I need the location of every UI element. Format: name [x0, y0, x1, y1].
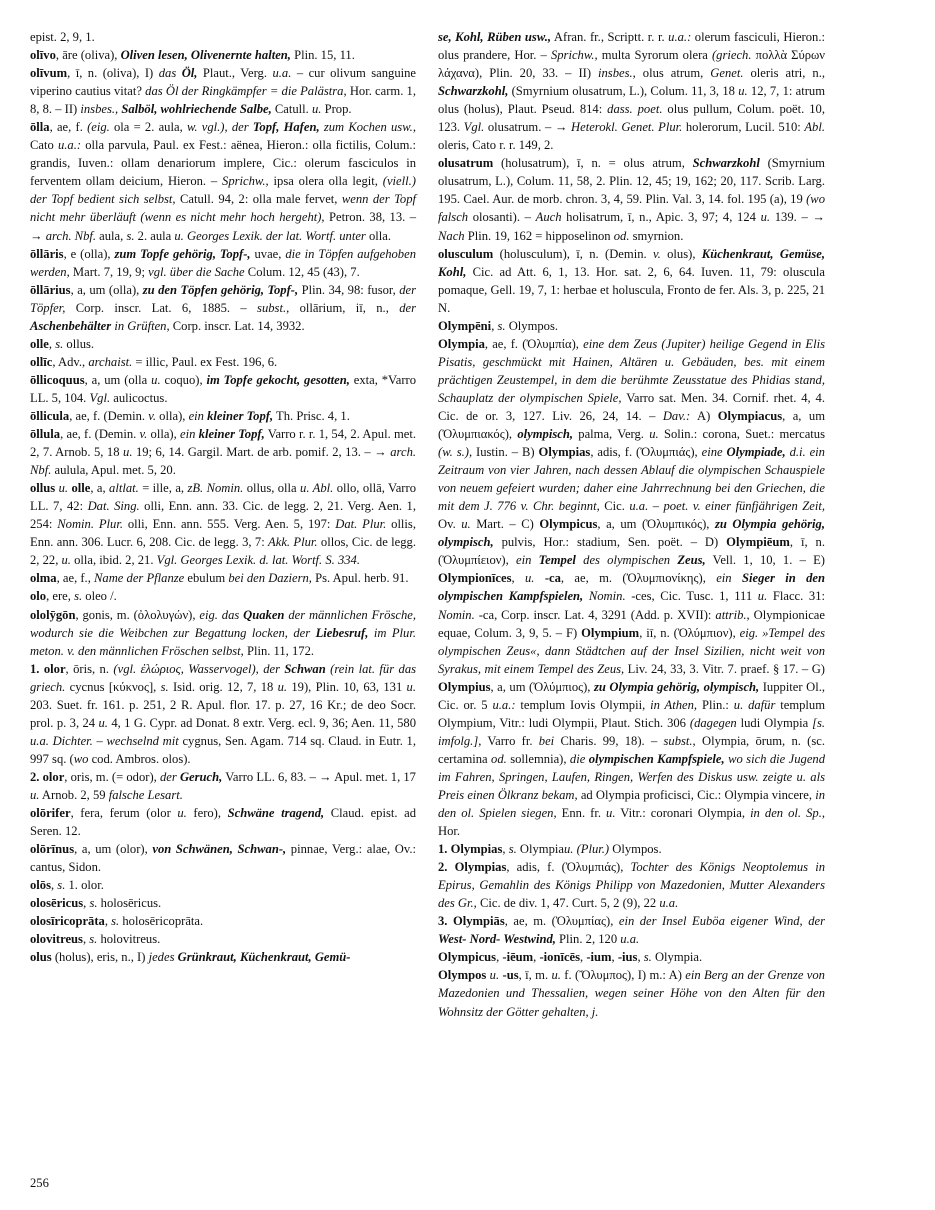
dictionary-entry: ollus u. olle, a, altlat. = ille, a, zB. Nomin. ollus, olla u. Abl. ollo, ollā, Varro LL. 7, 42: Dat. Sing. olli, Enn. ann. 33. Cic. de legg. 2, 21. Verg. Aen. 1, 254: Nomin. Plur. olli, Enn. ann. 555. Verg. Aen. 5, 197: Dat. Plur. ollis, Enn. ann. 306. Lucr. 6, 208. Cic. de legg. 3, 7: Akk. Plur. ollos, Cic. de legg. 2, 22, u. olla, ibid. 2, 21. Vgl. Georges Lexik. d. lat. Wortf. S. 334. — [30, 481, 417, 568]
dictionary-entry: olle, s. ollus. — [30, 336, 95, 351]
dictionary-entry: Olympia, ae, f. (Ὀλυμπία), eine dem Zeus (Jupiter) heilige Gegend in Elis Pisatis, geschmückt mit Hainen, Altären u. Gebäuden, bes. mit einem prächtigen Zeustempel, in dem die berühmte Zeusstatue des Phidias stand, Schauplatz der olympischen Spiele, Varro sat. Men. 34. Cornif. rhet. 4, 4. Cic. de or. 3, 127. Liv. 26, 24, 14. – Dav.: A) Olympiacus, a, um (Ὀλυμπιακός), olympisch, palma, Verg. u. Solin.: corona, Suet.: mercatus (w. s.), Iustin. – B) Olympias, adis, f. (Ὀλυμπιάς), eine Olympiade, d.i. ein Zeitraum von vier Jahren, nach dessen Ablauf die olympischen Schauspiele von neuem gefeiert wurden; daher eine Jahrrechnung bei den Griechen, die mit dem J. 776 v. Chr. beginnt, Cic. u.a. – poet. v. einer fünfjährigen Zeit, Ov. u. Mart. – C) Olympicus, a, um (Ὀλυμπικός), zu Olympia gehörig, olympisch, pulvis, Hor.: stadium, Sen. poët. – D) Olympiēum, ī, n. (Ὀλυμπίειον), ein Tempel des olympischen Zeus, Vell. 1, 10, 1. – E) Olympionīces, u. -ca, ae, m. (Ὀλυμπιονίκης), ein Sieger in den olympischen Kampfspielen, Nomin. -ces, Cic. Tusc. 1, 111 u. Flacc. 31: Nomin. -ca, Corp. inscr. Lat. 4, 3291 (Add. p. XVII): attrib., Olympionicae equae, Colum. 3, 9, 5. – F) Olympium, iī, n. (Ὀλύμπιον), eig. »Tempel des olympischen Zeus«, dann Städtchen auf der Insel Sizilien, nicht weit von Syrakus, mit einem Tempel des Zeus, Liv. 24, 33, 3. Vitr. 7. praef. § 17. – G) Olympius, a, um (Ὀλύμπιος), zu Olympia gehörig, olympisch, Iuppiter Ol., Cic. or. 5 u.a.: templum Iovis Olympii, in Athen, Plin.: u. dafür templum Olympium, Vitr.: ludi Olympii, Plaut. Stich. 306 (dagegen ludi Olympia [s. imfolg.], Varro fr. bei Charis. 99, 18). – subst., Olympia, ōrum, n. (sc. certamina od. sollemnia), die olympischen Kampfspiele, wo sich die Jugend im Fahren, Springen, Laufen, Ringen, Werfen des Diskus usw. zeigte u. als Preis einen Ölkranz bekam, ad Olympia proficisci, Cic.: Olympia vincere, in den ol. Spielen siegen, Enn. fr. u. Vitr.: coronari Olympia, in den ol. Sp., Hor. — [438, 336, 826, 839]
dictionary-entry: ōlla, ae, f. (eig. ola = 2. aula, w. vgl.), der Topf, Hafen, zum Kochen usw., Cato u.a.: olla parvula, Paul. ex Fest.: aënea, Hieron.: olla fictilis, Colum.: grandis, Iuven.: ollam denariorum implere, Cic.: olerum fasciculos in ferventem ollam deicium, Hieron. – Sprichw., ipsa olera olla legit, (viell.) der Topf bedient sich selbst, Catull. 94, 2: olla male fervet, wenn der Topf nicht mehr überläuft (wenn es nicht mehr hoch hergeht), Petron. 38, 13. – → arch. Nbf. aula, s. 2. aula u. Georges Lexik. der lat. Wortf. unter olla. — [30, 120, 417, 243]
dictionary-entry: 2. olor, oris, m. (= odor), der Geruch, Varro LL. 6, 83. – → Apul. met. 1, 17 u. Arnob. 2, 59 falsche Lesart. — [30, 769, 416, 802]
dictionary-entry: olosīricoprāta, s. holosēricoprāta. — [30, 914, 204, 929]
dictionary-entry: olusculum (holusculum), ī, n. (Demin. v. olus), Küchenkraut, Gemüse, Kohl, Cic. ad Att. 6, 1, 13. Hor. sat. 2, 6, 64. Iuven. 11, 79: oluscula pomaque, Gell. 19, 7, 1: herbae et holuscula, Fronto de fer. Als. 3, p. 225, 21 N. — [438, 246, 825, 315]
dictionary-entry: Olympēni, s. Olympos. — [438, 318, 559, 333]
dictionary-entry: olus (holus), eris, n., I) jedes Grünkraut, Küchenkraut, Gemü- — [30, 950, 351, 965]
dictionary-entry: ōllicula, ae, f. (Demin. v. olla), ein kleiner Topf, Th. Prisc. 4, 1. — [30, 408, 350, 423]
dictionary-entry: olīvum, ī, n. (oliva), I) das Öl, Plaut., Verg. u.a. – cur olivum sanguine viperino cautius vitat? das Öl der Ringkämpfer = die Palästra, Hor. carm. 1, 8, 8. – II) insbes., Salböl, wohlriechende Salbe, Catull. u. Prop. — [30, 66, 417, 117]
dictionary-entry: 2. Olympias, adis, f. (Ὀλυμπιάς), Tochter des Königs Neoptolemus in Epirus, Gemahlin des Königs Philipp von Mazedonien, Mutter Alexanders des Gr., Cic. de div. 1, 47. Curt. 5, 2 (9), 22 u.a. — [438, 860, 825, 911]
dictionary-entry: 1. Olympias, s. Olympiau. (Plur.) Olympos. — [438, 842, 662, 857]
dictionary-entry: olōs, s. 1. olor. — [30, 878, 104, 893]
dictionary-entry: olo, ere, s. oleo /. — [30, 589, 117, 604]
dictionary-entry: 3. Olympiās, ae, m. (Ὀλυμπίας), ein der Insel Euböa eigener Wind, der West- Nord- Westwind, Plin. 2, 120 u.a. — [438, 914, 825, 947]
page-number: 256 — [30, 1176, 49, 1190]
dictionary-entry: ōllāris, e (olla), zum Topfe gehörig, Topf-, uvae, die in Töpfen aufgehoben werden, Mart. 7, 19, 9; vgl. über die Sache Colum. 12, 45 (43), 7. — [30, 246, 416, 279]
dictionary-entry: se, Kohl, Rüben usw., Afran. fr., Scriptt. r. r. u.a.: olerum fasciculi, Hieron.: olus prandere, Hor. – Sprichw., multa Syrorum olera (griech. πολλὰ Σύρων λάχανα), Plin. 20, 33. – II) insbes., olus atrum, Genet. oleris atri, n., Schwarzkohl, (Smyrnium olusatrum, L.), Colum. 11, 3, 18 u. 12, 7, 1: atrum olus (holus), Plaut. Pseud. 814: dass. poet. olus pullum, Colum. poët. 10, 123. Vgl. olusatrum. – → Heterokl. Genet. Plur. holerorum, Lucil. 510: Abl. oleris, Cato r. r. 149, 2. — [438, 30, 826, 153]
right-column — [438, 28, 825, 1021]
dictionary-entry: Olympicus, -iēum, -ionīcēs, -ium, -ius, s. Olympia. — [438, 950, 703, 965]
dictionary-entry: ōllula, ae, f. (Demin. v. olla), ein kleiner Topf, Varro r. r. 1, 54, 2. Apul. met. 2, 7. Arnob. 5, 18 u. 19; 6, 14. Gargil. Mart. de arb. pomif. 2, 13. – → arch. Nbf. aulula, Apul. met. 5, 20. — [30, 427, 417, 478]
dictionary-entry: ololȳgōn, gonis, m. (ὀλολυγών), eig. das Quaken der männlichen Frösche, wodurch sie die Weibchen zur Begattung locken, der Liebesruf, im Plur. meton. v. den männlichen Fröschen selbst, Plin. 11, 172. — [30, 607, 417, 658]
dictionary-entry: olōrifer, fera, ferum (olor u. fero), Schwäne tragend, Claud. epist. ad Seren. 12. — [30, 806, 416, 839]
dictionary-entry: Olympos u. -us, ī, m. u. f. (Ὄλυμπος), I) m.: A) ein Berg an der Grenze von Mazedonien und Thessalien, wegen seiner Höhe von den Alten für den Wohnsitz der Götter gehalten, j. — [438, 968, 825, 1019]
dictionary-entry: ollīc, Adv., archaist. = illic, Paul. ex Fest. 196, 6. — [30, 354, 278, 369]
dictionary-entry: olovitreus, s. holovitreus. — [30, 932, 161, 947]
dictionary-entry: epist. 2, 9, 1. — [30, 30, 95, 44]
dictionary-entry: olusatrum (holusatrum), ī, n. = olus atrum, Schwarzkohl (Smyrnium olusatrum, L.), Colum. 11, 58, 2. Plin. 12, 45; 19, 162; 20, 117. Scrib. Larg. 195. Cael. Aur. de morb. chron. 3, 4, 59. Plin. Val. 3, 14. fol. 195 (a), 19 (wo falsch olosanti). – Auch holisatrum, ī, n., Apic. 3, 97; 4, 124 u. 139. – → Nach Plin. 19, 162 = hipposelinon od. smyrnion. — [438, 156, 826, 243]
left-column — [30, 28, 416, 966]
dictionary-entry: ōllicoquus, a, um (olla u. coquo), im Topfe gekocht, gesotten, exta, *Varro LL. 5, 104. Vgl. aulicoctus. — [30, 372, 416, 405]
dictionary-entry: ōllārius, a, um (olla), zu den Töpfen gehörig, Topf-, Plin. 34, 98: fusor, der Töpfer, Corp. inscr. Lat. 6, 1885. – subst., ollārium, iī, n., der Aschenbehälter in Grüften, Corp. inscr. Lat. 14, 3932. — [30, 282, 416, 333]
dictionary-entry: 1. olor, ōris, n. (vgl. ἐλώριος, Wasservogel), der Schwan (rein lat. für das griech. cycnus [κύκνος], s. Isid. orig. 12, 7, 18 u. 19), Plin. 10, 63, 131 u. 203. Suet. fr. 161. p. 251, 2 R. Apul. flor. 17. p. 27, 16 Kr.; de deo Socr. prol. p. 3, 24 u. 4, 1 G. Cypr. ad Donat. 8 extr. Verg. ecl. 9, 36; Aen. 11, 580 u.a. Dichter. – wechselnd mit cygnus, Sen. Agam. 714 sq. Claud. in Eutr. 1, 997 sq. (wo cod. Ambros. olos). — [30, 661, 417, 766]
dictionary-entry: olīvo, āre (oliva), Oliven lesen, Olivenernte halten, Plin. 15, 11. — [30, 48, 355, 63]
dictionary-entry: olosēricus, s. holosēricus. — [30, 896, 162, 911]
dictionary-entry: olma, ae, f., Name der Pflanze ebulum bei den Daziern, Ps. Apul. herb. 91. — [30, 571, 409, 586]
dictionary-entry: olōrīnus, a, um (olor), von Schwänen, Schwan-, pinnae, Verg.: alae, Ov.: cantus, Sidon. — [30, 842, 416, 875]
